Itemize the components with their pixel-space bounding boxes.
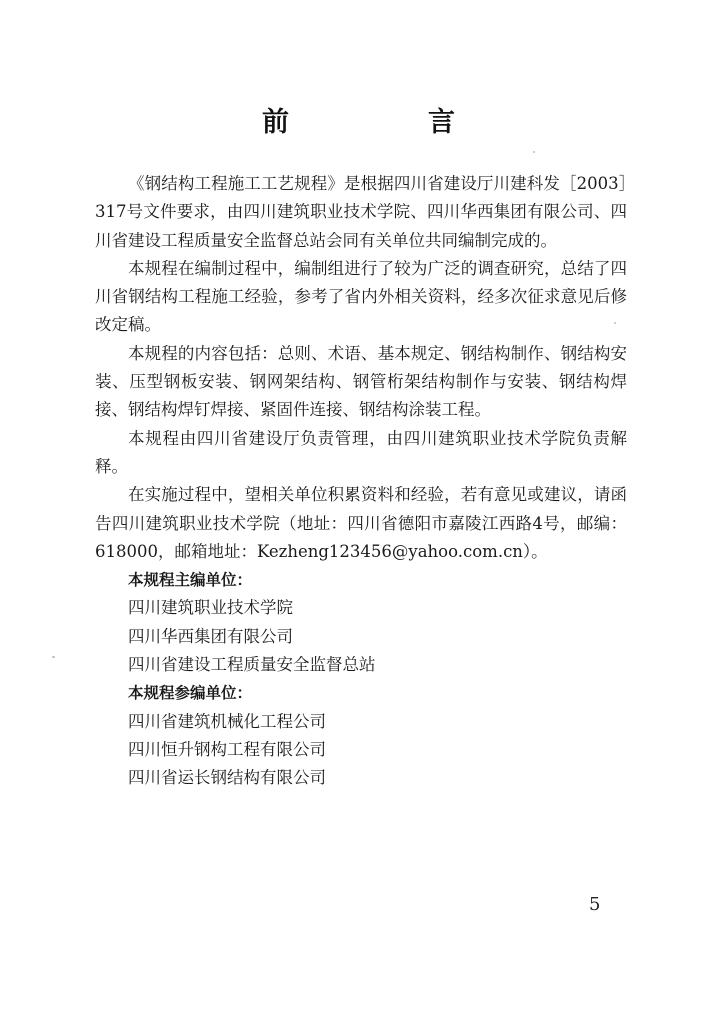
co-editor-heading: 本规程参编单位：: [128, 684, 253, 703]
paragraph-origin: 《钢结构工程施工工艺规程》是根据四川省建设厅川建科发［2003］317号文件要求，由四川建筑职业技术学院、四川华西集团有限公司、四川省建设工程质量安全监督总站会同有关单位共同编制完成的。: [95, 174, 627, 250]
chief-editor-unit: 四川省建设工程质量安全监督总站: [128, 655, 376, 675]
paragraph-contents: 本规程的内容包括：总则、术语、基本规定、钢结构制作、钢结构安装、压型钢板安装、钢网架结构、钢管桁架结构制作与安装、钢结构焊接、钢结构焊钉焊接、紧固件连接、钢结构涂装工程。: [95, 343, 627, 420]
chief-editor-heading: 本规程主编单位：: [128, 571, 253, 590]
co-editor-unit: 四川省建筑机械化工程公司: [128, 711, 326, 731]
chief-editor-unit: 四川华西集团有限公司: [128, 626, 293, 646]
co-editor-unit: 四川省运长钢结构有限公司: [128, 768, 326, 788]
scan-speck: [614, 322, 616, 324]
preface-body: [95, 170, 627, 793]
page-number: 5: [589, 894, 601, 915]
paragraph-management: 本规程由四川省建设厅负责管理，由四川建筑职业技术学院负责解释。: [95, 428, 627, 476]
scan-speck: [52, 656, 55, 658]
paragraph-process: 本规程在编制过程中，编制组进行了较为广泛的调查研究，总结了四川省钢结构工程施工经验，参考了省内外相关资料，经多次征求意见后修改定稿。: [95, 258, 627, 335]
paragraph-feedback: 在实施过程中，望相关单位积累资料和经验，若有意见或建议，请函告四川建筑职业技术学院（地址：四川省德阳市嘉陵江西路4号，邮编：618000，邮箱地址：Kezheng123456@yahoo.com.cn）。: [95, 485, 627, 561]
chief-editor-unit: 四川建筑职业技术学院: [128, 598, 293, 618]
page-title: 前 言: [262, 107, 511, 138]
scan-speck: [533, 151, 535, 153]
co-editor-unit: 四川恒升钢构工程有限公司: [128, 739, 326, 759]
